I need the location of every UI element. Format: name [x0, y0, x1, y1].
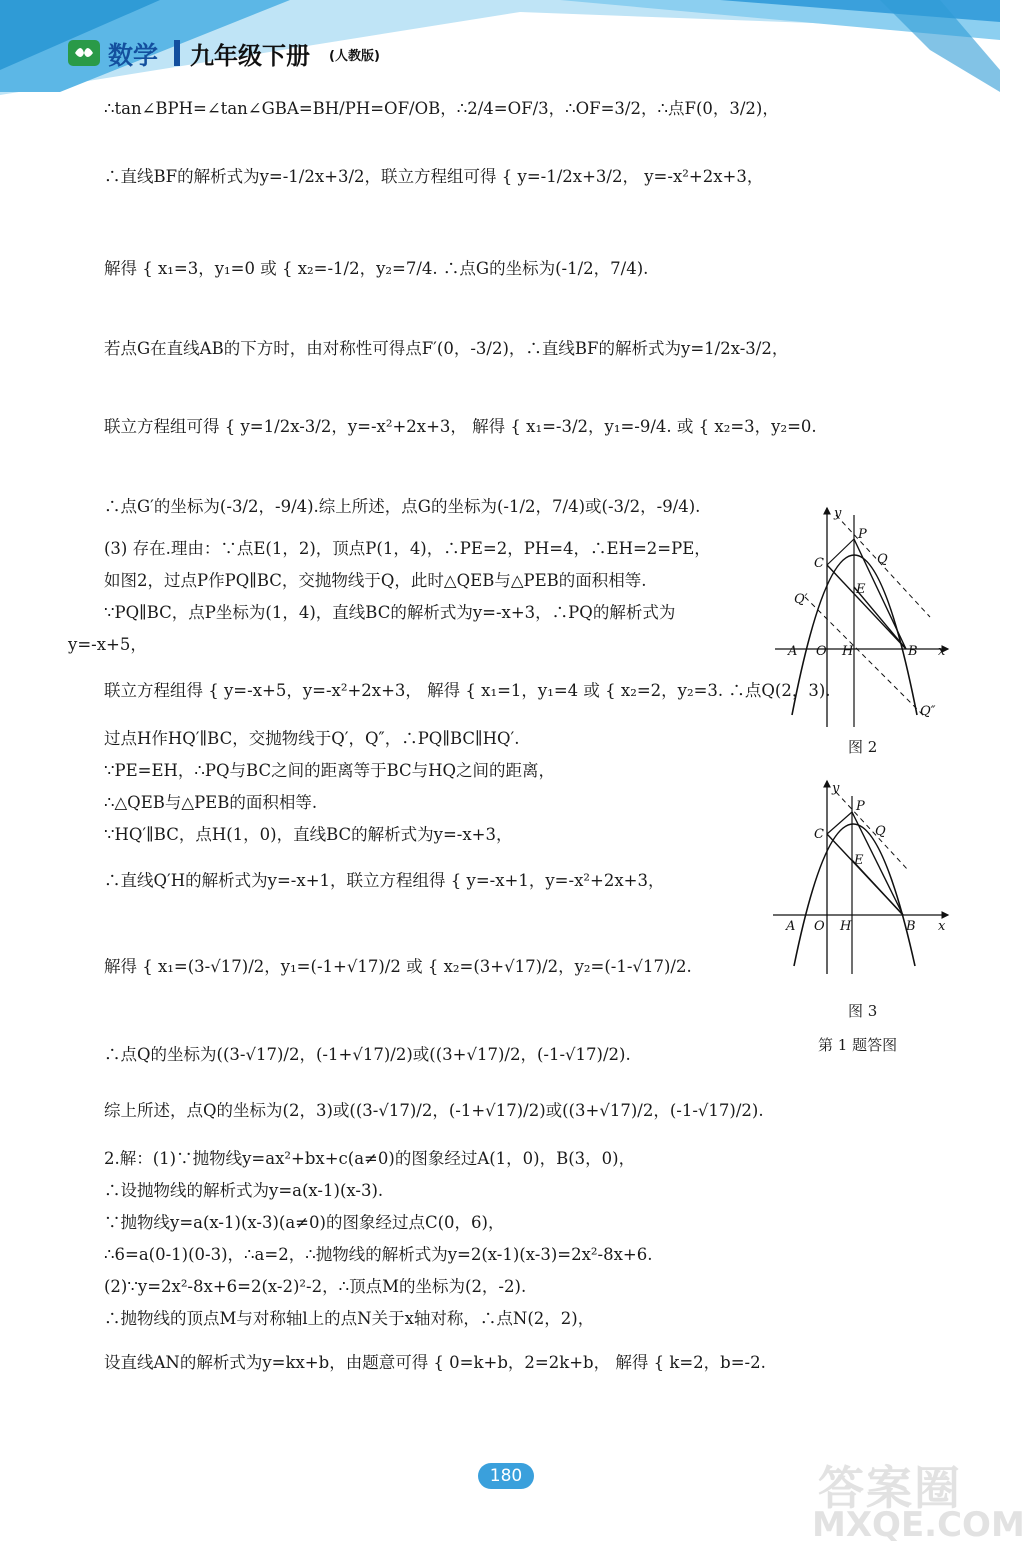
- point-label: B: [908, 644, 918, 659]
- leaf-icon: [68, 40, 100, 66]
- text-line: ∴直线Q′H的解析式为y=-x+1，联立方程组得 { y=-x+1，y=-x²+2x+3，: [104, 871, 665, 890]
- text-line: ∴点Q的坐标为((3-√17)/2，(-1+√17)/2)或((3+√17)/2，(-1-√17)/2).: [104, 1045, 631, 1064]
- text-line: 解得 { x₁=3，y₁=0 或 { x₂=-1/2，y₂=7/4. ∴点G的坐标为(-1/2，7/4).: [104, 259, 649, 278]
- text-line: (3) 存在.理由：∵点E(1，2)，顶点P(1，4)，∴PE=2，PH=4，∴EH=2=PE，: [104, 539, 711, 558]
- text-line: ∴抛物线的顶点M与对称轴l上的点N关于x轴对称，∴点N(2，2)，: [104, 1309, 595, 1328]
- text-line: ∵抛物线y=a(x-1)(x-3)(a≠0)的图象经过点C(0，6)，: [104, 1213, 505, 1232]
- point-label: Q: [877, 552, 888, 567]
- edition-label: (人教版): [329, 49, 380, 64]
- point-label: E: [854, 853, 864, 868]
- point-label: Q″: [920, 704, 936, 719]
- axis-y-label: y: [832, 781, 840, 796]
- watermark-logo: 答案圈: [818, 1461, 962, 1515]
- point-label: O: [814, 919, 825, 934]
- text-line: ∴6=a(0-1)(0-3)，∴a=2，∴抛物线的解析式为y=2(x-1)(x-3)=2x²-8x+6.: [104, 1245, 653, 1264]
- text-line: ∴△QEB与△PEB的面积相等.: [104, 793, 318, 812]
- point-label: A: [788, 644, 798, 659]
- text-line: 如图2，过点P作PQ∥BC，交抛物线于Q，此时△QEB与△PEB的面积相等.: [104, 571, 647, 590]
- point-label: Q: [875, 824, 886, 839]
- text-line: 联立方程组得 { y=-x+5，y=-x²+2x+3， 解得 { x₁=1，y₁=4 或 { x₂=2，y₂=3. ∴点Q(2，3).: [104, 681, 831, 700]
- grade-title: 九年级下册: [190, 42, 310, 70]
- text-line: 设直线AN的解析式为y=kx+b，由题意可得 { 0=k+b，2=2k+b， 解得 { k=2，b=-2.: [104, 1353, 766, 1372]
- text-line: ∴tan∠BPH=∠tan∠GBA=BH/PH=OF/OB，∴2/4=OF/3，∴OF=3/2，∴点F(0，3/2)，: [104, 99, 779, 118]
- text-line: ∴直线BF的解析式为y=-1/2x+3/2，联立方程组可得 { y=-1/2x+3/2， y=-x²+2x+3，: [104, 167, 764, 186]
- text-line: 综上所述，点Q的坐标为(2，3)或((3-√17)/2，(-1+√17)/2)或((3+√17)/2，(-1-√17)/2).: [104, 1101, 764, 1120]
- axis-x-label: x: [938, 919, 946, 934]
- point-label: Q′: [794, 592, 808, 607]
- figure-2-caption: 图 2: [848, 738, 878, 756]
- page-header: [0, 0, 1000, 92]
- text-line: ∵HQ′∥BC，点H(1，0)，直线BC的解析式为y=-x+3，: [104, 825, 513, 844]
- axis-x-label: x: [938, 644, 946, 659]
- text-line: ∵PE=EH，∴PQ与BC之间的距离等于BC与HQ之间的距离，: [104, 761, 556, 780]
- text-line: 过点H作HQ′∥BC，交抛物线于Q′，Q″，∴PQ∥BC∥HQ′.: [104, 729, 520, 748]
- point-label: O: [816, 644, 827, 659]
- text-line: y=-x+5，: [68, 635, 147, 654]
- point-label: C: [814, 827, 824, 842]
- point-label: C: [814, 556, 824, 571]
- point-label: P: [856, 799, 865, 814]
- text-line: 联立方程组可得 { y=1/2x-3/2，y=-x²+2x+3， 解得 { x₁=-3/2，y₁=-9/4. 或 { x₂=3，y₂=0.: [104, 417, 817, 436]
- text-line: 2.解：(1)∵抛物线y=ax²+bx+c(a≠0)的图象经过A(1，0)，B(3，0)，: [104, 1149, 636, 1168]
- page-number: 180: [478, 1463, 534, 1489]
- figure-3-caption: 图 3: [848, 1002, 878, 1020]
- title-divider: [174, 40, 180, 66]
- text-line: (2)∵y=2x²-8x+6=2(x-2)²-2，∴顶点M的坐标为(2，-2).: [104, 1277, 527, 1296]
- point-label: A: [786, 919, 796, 934]
- figure-2: [770, 505, 950, 730]
- text-line: 解得 { x₁=(3-√17)/2，y₁=(-1+√17)/2 或 { x₂=(3+√17)/2，y₂=(-1-√17)/2.: [104, 957, 692, 976]
- text-line: ∴点G′的坐标为(-3/2，-9/4).综上所述，点G的坐标为(-1/2，7/4)或(-3/2，-9/4).: [104, 497, 701, 516]
- point-label: B: [906, 919, 916, 934]
- point-label: H: [842, 644, 854, 659]
- text-line: ∴设抛物线的解析式为y=a(x-1)(x-3).: [104, 1181, 384, 1200]
- point-label: P: [858, 527, 867, 542]
- watermark-url: MXQE.COM: [812, 1505, 1025, 1545]
- figure-group-caption: 第 1 题答图: [818, 1036, 898, 1054]
- point-label: E: [856, 582, 866, 597]
- subject-title: 数学: [108, 41, 159, 70]
- text-line: 若点G在直线AB的下方时，由对称性可得点F′(0，-3/2)，∴直线BF的解析式为y=1/2x-3/2，: [104, 339, 789, 358]
- axis-y-label: y: [834, 506, 842, 521]
- point-label: H: [840, 919, 852, 934]
- figure-3: [770, 778, 950, 978]
- text-line: ∵PQ∥BC，点P坐标为(1，4)，直线BC的解析式为y=-x+3，∴PQ的解析式为: [104, 603, 676, 622]
